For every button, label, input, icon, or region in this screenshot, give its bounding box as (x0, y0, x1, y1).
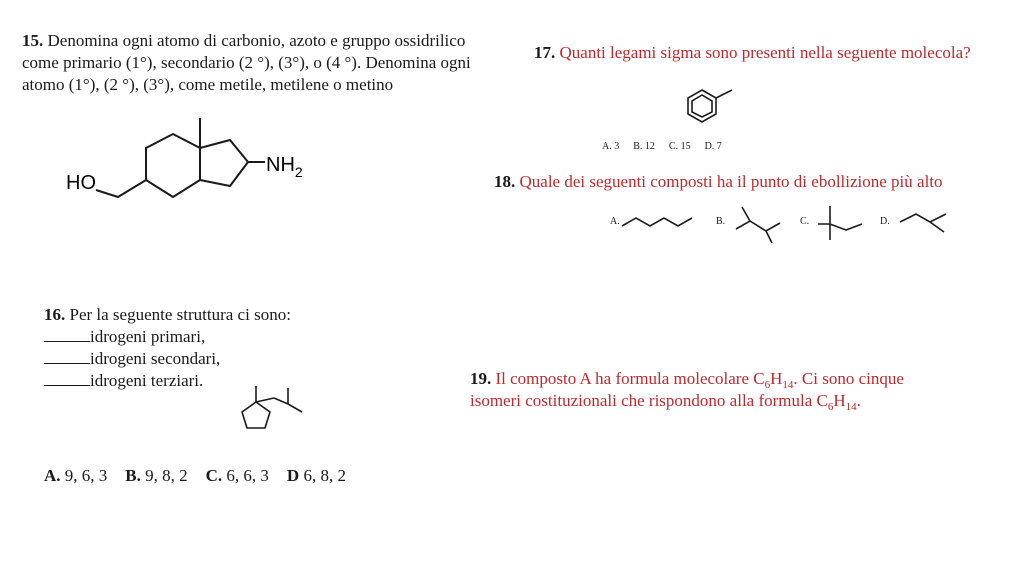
q17-option-b[interactable]: B. 12 (633, 141, 655, 152)
q16-number: 16. (44, 305, 66, 324)
q16-line2: idrogeni secondari, (44, 348, 344, 370)
q18-option-b-label[interactable]: B. (716, 216, 726, 227)
q15-structure (60, 110, 330, 210)
q17-number: 17. (534, 43, 556, 62)
q16-line1: idrogeni primari, (44, 326, 344, 348)
q16-blank-1[interactable] (44, 327, 90, 342)
q18-option-d-label[interactable]: D. (880, 216, 890, 227)
q17-option-a[interactable]: A. 3 (602, 141, 620, 152)
q16-answer-d[interactable]: D 6, 8, 2 (286, 466, 346, 485)
q18-hexane-structure (620, 212, 700, 232)
question-17 (534, 42, 1014, 64)
q16-structure (236, 384, 316, 434)
q16-title-line: 16. Per la seguente struttura ci sono: (44, 305, 291, 324)
q17-text: Quanti legami sigma sono presenti nella seguente molecola? (559, 43, 971, 62)
q18-isopentane-structure (898, 208, 950, 238)
q16-answers (44, 466, 346, 486)
q18-option-a-label[interactable]: A. (610, 216, 620, 227)
question-15 (22, 30, 522, 96)
q17-options (602, 141, 722, 152)
q19-line2: isomeri costituzionali che rispondono alla formula $C_6H_{14}$. (470, 391, 861, 413)
q17-option-d[interactable]: D. 7 (704, 141, 722, 152)
q18-number: 18. (494, 172, 516, 191)
q17-option-c[interactable]: C. 15 (668, 141, 691, 152)
q16-line3: idrogeni terziari. (44, 370, 344, 392)
q15-nh2-label: $NH_2$ (266, 154, 303, 180)
q18-option-c-label[interactable]: C. (800, 216, 810, 227)
q18-dimethylbutane-structure (732, 205, 782, 245)
q18-neohexane-structure (816, 204, 866, 244)
q15-line2: come primario (1°), secondario (2 °), (3°), o (4 °). Denomina ogni (22, 53, 471, 72)
q15-number: 15. (22, 31, 44, 50)
q15-line3: atomo (1°), (2 °), (3°), come metile, metilene o metino (22, 75, 394, 94)
q16-answer-c[interactable]: C. 6, 6, 3 (205, 466, 269, 485)
q16-blank-3[interactable] (44, 371, 90, 386)
q19-line1: 19. Il composto A ha formula molecolare $C_6H_{14}$. Ci sono cinque (470, 369, 904, 391)
q16-blank-2[interactable] (44, 349, 90, 364)
q15-ho-label: HO (66, 172, 96, 194)
question-18 (494, 171, 1014, 193)
question-19 (470, 368, 990, 412)
q16-answer-a[interactable]: A. 9, 6, 3 (44, 466, 108, 485)
q16-answer-b[interactable]: B. 9, 8, 2 (125, 466, 188, 485)
question-16 (44, 304, 344, 392)
q17-benzene-structure (680, 84, 740, 132)
q18-text: Quale dei seguenti composti ha il punto di ebollizione più alto (519, 172, 943, 191)
q15-line1: 15. Denomina ogni atomo di carbonio, azoto e gruppo ossidrilico (22, 31, 466, 50)
